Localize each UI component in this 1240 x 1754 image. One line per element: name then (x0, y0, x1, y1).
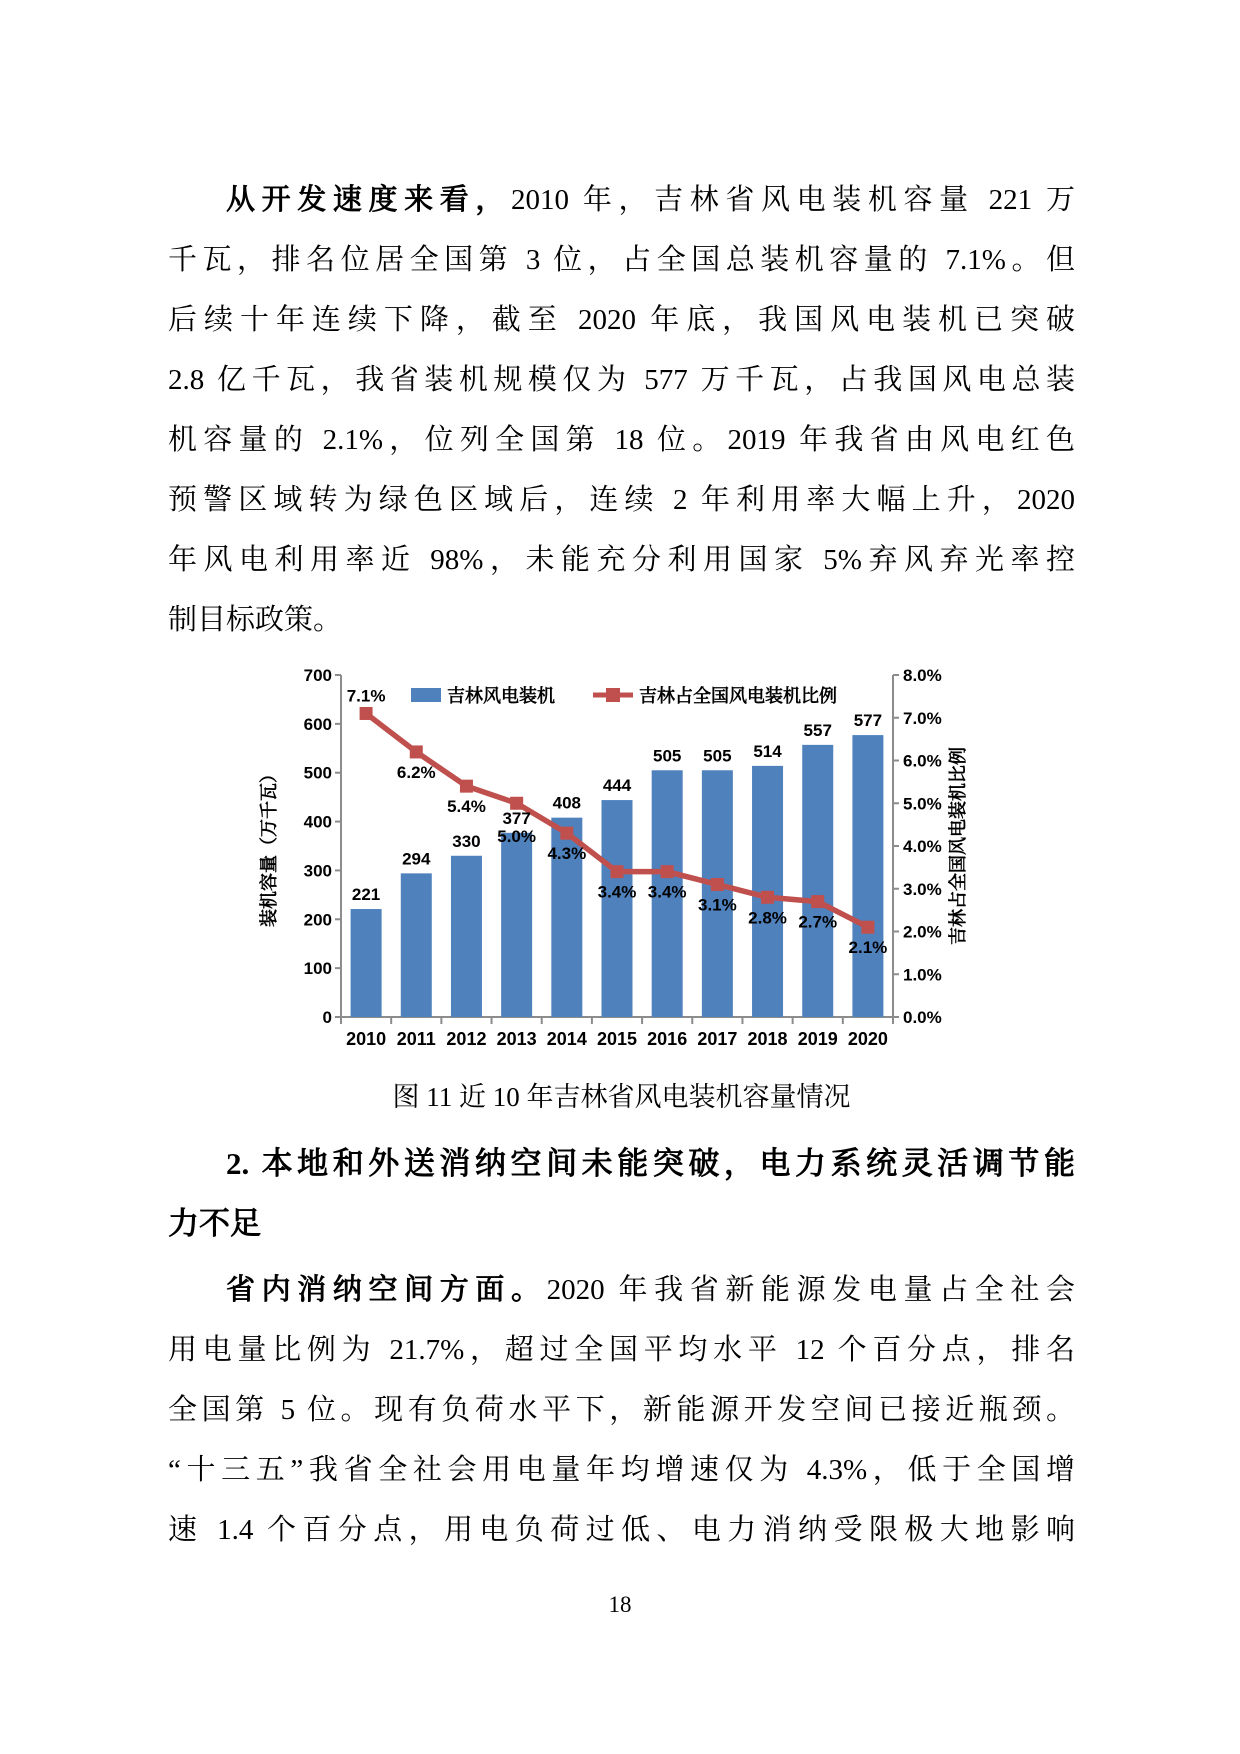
text-line: 预警区域转为绿色区域后，连续 2 年利用率大幅上升，2020 (168, 484, 1075, 516)
right-axis-title: 吉林占全国风电装机比例 (948, 747, 968, 945)
bar-2017 (702, 770, 733, 1017)
legend-bar-label: 吉林风电装机 (447, 686, 555, 706)
right-axis-tick-label: 1.0% (903, 965, 942, 985)
x-axis-label: 2013 (496, 1029, 537, 1049)
ratio-value-label: 2.7% (798, 912, 838, 932)
bar-value-label: 408 (552, 793, 582, 813)
x-axis-label: 2020 (847, 1029, 888, 1049)
ratio-value-label: 2.8% (748, 908, 787, 928)
bar-2010 (351, 909, 382, 1017)
ratio-value-label: 2.1% (848, 938, 888, 958)
ratio-value-label: 3.4% (597, 882, 637, 902)
right-axis-tick-label: 4.0% (903, 837, 942, 856)
text-line: 后续十年连续下降，截至 2020 年底，我国风电装机已突破 (168, 304, 1075, 336)
left-axis-tick-label: 100 (303, 959, 332, 979)
ratio-marker (410, 745, 423, 758)
text-line: 制目标政策。 (168, 604, 343, 636)
x-axis-label: 2014 (546, 1029, 587, 1049)
page-number: 18 (608, 1592, 632, 1617)
text-line: “十三五”我省全社会用电量年均增速仅为 4.3%，低于全国增 (168, 1454, 1075, 1486)
x-axis-label: 2019 (797, 1029, 838, 1049)
x-axis-label: 2016 (647, 1029, 688, 1049)
bar-value-label: 505 (652, 746, 682, 766)
bar-value-label: 294 (402, 849, 431, 869)
ratio-marker (560, 827, 573, 840)
legend-bar-swatch (411, 688, 441, 702)
x-axis-label: 2010 (346, 1029, 387, 1049)
text-line: 2. 本地和外送消纳空间未能突破，电力系统灵活调节能 (226, 1146, 1075, 1181)
bar-value-label: 221 (351, 885, 381, 905)
bar-2019 (802, 745, 833, 1017)
x-axis-label: 2018 (747, 1029, 788, 1049)
right-axis-tick-label: 3.0% (903, 879, 942, 899)
x-axis-label: 2015 (596, 1029, 638, 1049)
text-line: 全国第 5 位。现有负荷水平下，新能源开发空间已接近瓶颈。 (168, 1394, 1075, 1426)
text-line: 机容量的 2.1%，位列全国第 18 位。2019 年我省由风电红色 (168, 424, 1075, 456)
bar-2020 (852, 735, 883, 1017)
left-axis-tick-label: 300 (303, 861, 332, 881)
right-axis-tick-label: 2.0% (903, 922, 942, 942)
bar-2013 (501, 833, 532, 1017)
left-axis-tick-label: 0 (322, 1008, 332, 1027)
ratio-marker (861, 921, 874, 934)
ratio-value-label: 6.2% (396, 762, 436, 782)
text-line: 速 1.4 个百分点，用电负荷过低、电力消纳受限极大地影响 (168, 1514, 1075, 1546)
bar-value-label: 377 (502, 808, 531, 828)
figure-caption: 图 11 近 10 年吉林省风电装机容量情况 (392, 1082, 851, 1112)
text-line: 从开发速度来看，2010 年，吉林省风电装机容量 221 万 (226, 184, 1075, 216)
text-line: 千瓦，排名位居全国第 3 位，占全国总装机容量的 7.1%。但 (168, 244, 1075, 276)
left-axis-tick-label: 400 (303, 812, 332, 832)
x-axis-label: 2012 (446, 1029, 487, 1049)
bar-value-label: 505 (703, 746, 732, 766)
right-axis-tick-label: 5.0% (903, 794, 942, 814)
left-axis-tick-label: 700 (303, 666, 332, 685)
bar-value-label: 514 (753, 741, 782, 761)
ratio-value-label: 7.1% (346, 686, 386, 706)
section-heading (168, 1134, 1075, 1254)
left-axis-tick-label: 200 (303, 910, 332, 930)
ratio-value-label: 5.0% (497, 826, 537, 846)
text-line: 2.8 亿千瓦，我省装机规模仅为 577 万千瓦，占我国风电总装 (168, 364, 1075, 396)
ratio-marker (611, 865, 624, 878)
bar-2012 (451, 856, 482, 1017)
legend-line-label: 吉林占全国风电装机比例 (639, 686, 837, 706)
right-axis-tick-label: 6.0% (903, 751, 942, 771)
ratio-marker (510, 797, 523, 810)
right-axis-tick-label: 8.0% (903, 666, 942, 685)
bar-value-label: 330 (452, 831, 481, 851)
text-line: 用电量比例为 21.7%，超过全国平均水平 12 个百分点，排名 (168, 1334, 1075, 1366)
bar-value-label: 444 (602, 776, 632, 796)
paragraph-consumption-space (168, 1260, 1075, 1560)
ratio-value-label: 5.4% (447, 797, 486, 817)
figure-11-chart (248, 652, 1008, 1062)
right-axis-tick-label: 0.0% (903, 1008, 942, 1027)
page-content (168, 170, 1075, 1560)
x-axis-label: 2011 (396, 1029, 436, 1049)
text-line: 省内消纳空间方面。2020 年我省新能源发电量占全社会 (226, 1274, 1075, 1306)
right-axis-tick-label: 7.0% (903, 708, 942, 728)
ratio-marker (761, 891, 774, 904)
paragraph-development-speed (168, 170, 1075, 650)
text-line: 力不足 (168, 1206, 261, 1241)
bar-2011 (401, 873, 432, 1017)
ratio-marker (460, 780, 473, 793)
bar-value-label: 577 (853, 711, 883, 731)
bar-value-label: 557 (803, 720, 832, 740)
ratio-value-label: 4.3% (547, 844, 587, 864)
bar-2015 (602, 800, 633, 1017)
ratio-marker (661, 865, 674, 878)
wind-capacity-combo-chart (248, 652, 1008, 1062)
legend-line-marker (606, 688, 620, 702)
ratio-value-label: 3.1% (697, 895, 737, 915)
left-axis-tick-label: 500 (303, 763, 332, 783)
left-axis-tick-label: 600 (303, 714, 332, 734)
ratio-marker (811, 895, 824, 908)
text-line: 年风电利用率近 98%，未能充分利用国家 5%弃风弃光率控 (168, 544, 1075, 576)
left-axis-title: 装机容量（万千瓦） (259, 765, 279, 927)
ratio-value-label: 3.4% (647, 882, 687, 902)
x-axis-label: 2017 (697, 1029, 738, 1049)
ratio-marker (360, 707, 373, 720)
ratio-marker (711, 878, 724, 891)
